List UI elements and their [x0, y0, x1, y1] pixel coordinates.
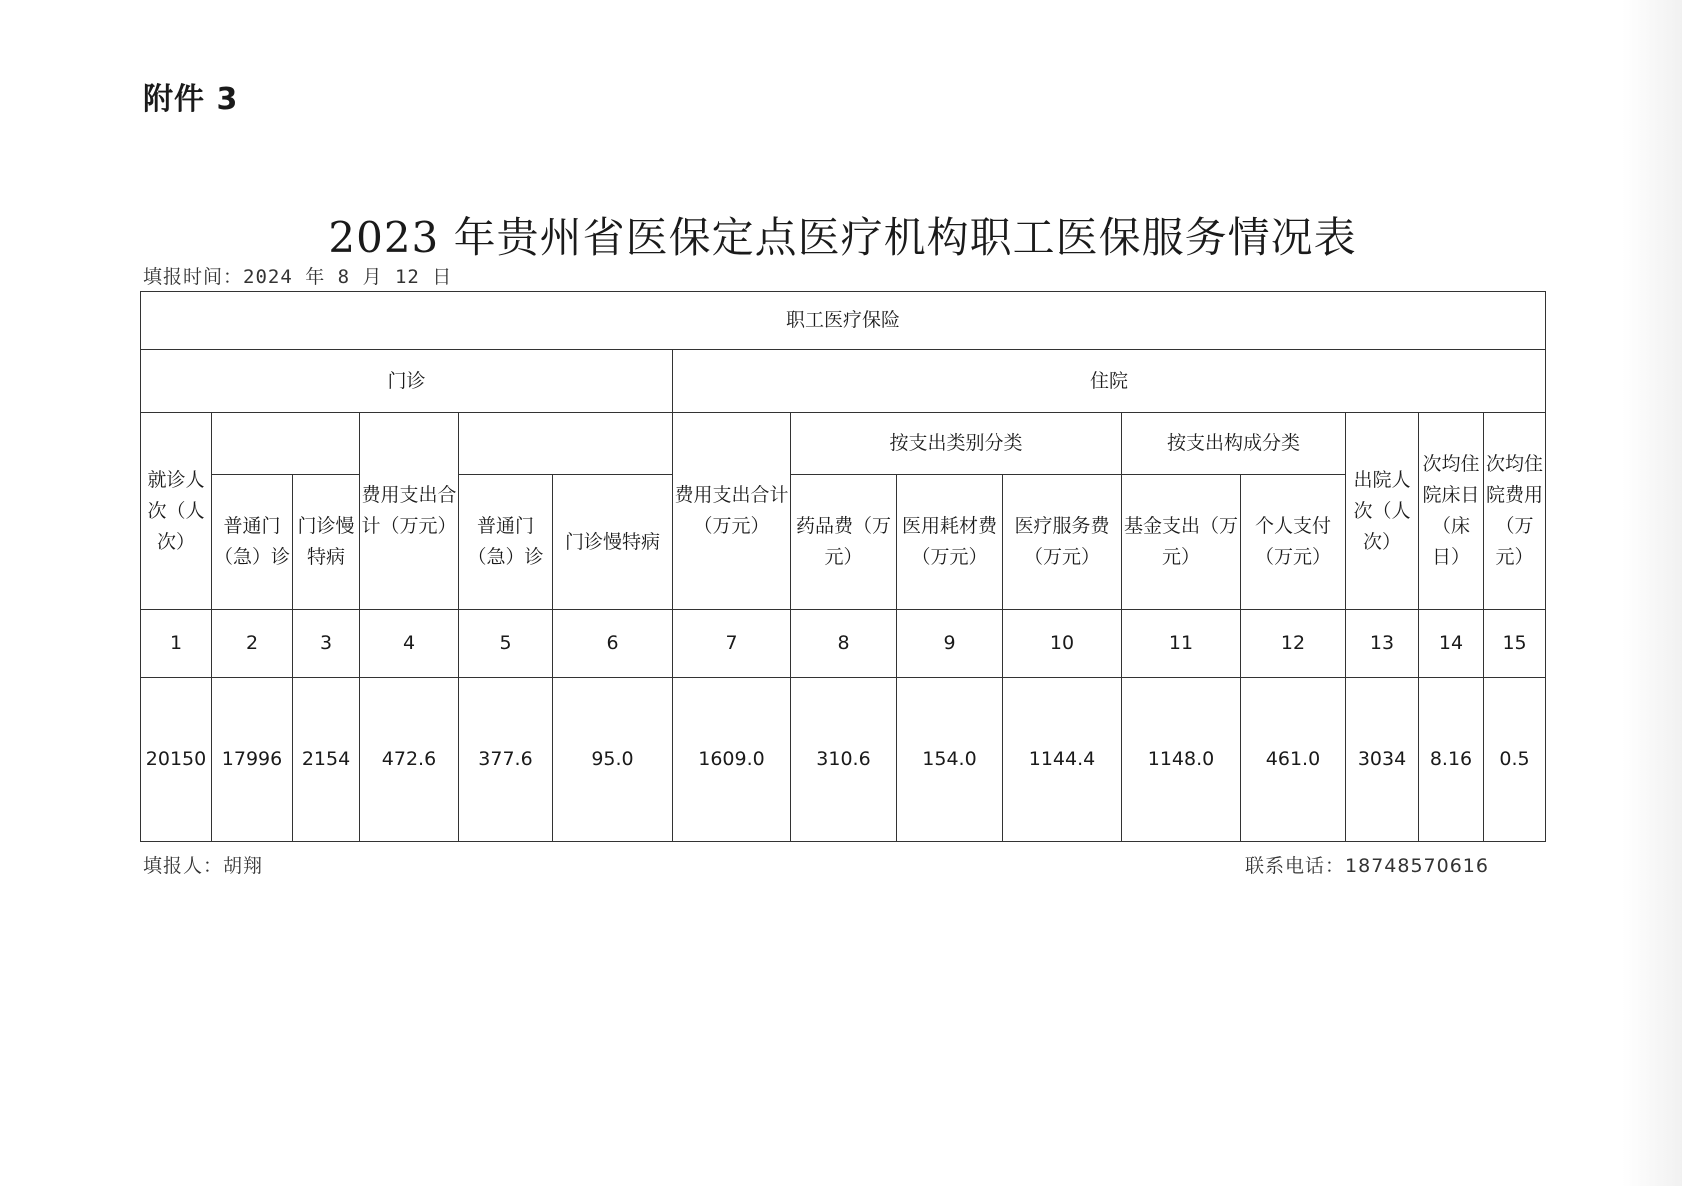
table-cell: 20150: [141, 678, 212, 842]
col-header-consumables-fee: 医用耗材费（万元）: [897, 475, 1003, 610]
col-header-outpatient-total: 费用支出合计（万元）: [360, 413, 459, 610]
col-header-avg-cost: 次均住院费用（万元）: [1484, 413, 1546, 610]
column-number: 8: [791, 610, 897, 678]
contact-phone: [1245, 851, 1489, 878]
column-number: 9: [897, 610, 1003, 678]
col-header-personal-payment: 个人支付（万元）: [1241, 475, 1346, 610]
filler-label: 填报人：: [143, 855, 224, 877]
column-number: 15: [1484, 610, 1546, 678]
column-number: 3: [293, 610, 360, 678]
fill-time-value: 2024 年 8 月 12 日: [243, 266, 453, 288]
header-visits-subgroup: [212, 413, 360, 475]
column-number: 2: [212, 610, 293, 678]
table-cell: 377.6: [459, 678, 553, 842]
table-cell: 1144.4: [1003, 678, 1122, 842]
table-cell: 461.0: [1241, 678, 1346, 842]
document-title: 2023 年贵州省医保定点医疗机构职工医保服务情况表: [328, 213, 1357, 262]
table-cell: 95.0: [553, 678, 673, 842]
column-number: 7: [673, 610, 791, 678]
col-header-inpatient-total: 费用支出合计（万元）: [673, 413, 791, 610]
fill-time-label: 填报时间：: [143, 266, 244, 288]
table-cell: 8.16: [1419, 678, 1484, 842]
col-header-fund-expense: 基金支出（万元）: [1122, 475, 1241, 610]
column-number: 14: [1419, 610, 1484, 678]
phone-value: 18748570616: [1345, 855, 1489, 877]
column-number: 10: [1003, 610, 1122, 678]
table-cell: 1148.0: [1122, 678, 1241, 842]
header-employee-insurance: 职工医疗保险: [141, 292, 1546, 350]
filler-name: 胡翔: [223, 855, 264, 877]
table-cell: 3034: [1346, 678, 1419, 842]
phone-label: 联系电话：: [1245, 855, 1346, 877]
column-number: 6: [553, 610, 673, 678]
column-number: 5: [459, 610, 553, 678]
col-header-discharges: 出院人次（人次）: [1346, 413, 1419, 610]
col-header-avg-bed-days: 次均住院床日（床日）: [1419, 413, 1484, 610]
column-number: 11: [1122, 610, 1241, 678]
table-cell: 0.5: [1484, 678, 1546, 842]
column-number: 13: [1346, 610, 1419, 678]
header-expense-subgroup: [459, 413, 673, 475]
fill-time: [143, 262, 452, 289]
column-number: 12: [1241, 610, 1346, 678]
column-number: 1: [141, 610, 212, 678]
header-by-expense-composition: 按支出构成分类: [1122, 413, 1346, 475]
service-report-table: [140, 291, 1546, 842]
table-cell: 154.0: [897, 678, 1003, 842]
col-header-general-expense: 普通门（急）诊: [459, 475, 553, 610]
table-cell: 1609.0: [673, 678, 791, 842]
header-inpatient: 住院: [673, 350, 1546, 413]
col-header-service-fee: 医疗服务费（万元）: [1003, 475, 1122, 610]
table-cell: 2154: [293, 678, 360, 842]
filler: [143, 851, 263, 878]
col-header-chronic-expense: 门诊慢特病: [553, 475, 673, 610]
table-row-column-numbers: [141, 610, 1546, 678]
col-header-visits: 就诊人次（人次）: [141, 413, 212, 610]
col-header-chronic-visits: 门诊慢特病: [293, 475, 360, 610]
table-cell: 17996: [212, 678, 293, 842]
table-cell: 472.6: [360, 678, 459, 842]
table-cell: 310.6: [791, 678, 897, 842]
col-header-general-visits: 普通门（急）诊: [212, 475, 293, 610]
col-header-drug-fee: 药品费（万元）: [791, 475, 897, 610]
page-edge-shadow: [1622, 0, 1682, 1186]
table-row-values: [141, 678, 1546, 842]
header-by-expense-category: 按支出类别分类: [791, 413, 1122, 475]
attachment-label: 附件 3: [143, 82, 239, 117]
header-outpatient: 门诊: [141, 350, 673, 413]
column-number: 4: [360, 610, 459, 678]
